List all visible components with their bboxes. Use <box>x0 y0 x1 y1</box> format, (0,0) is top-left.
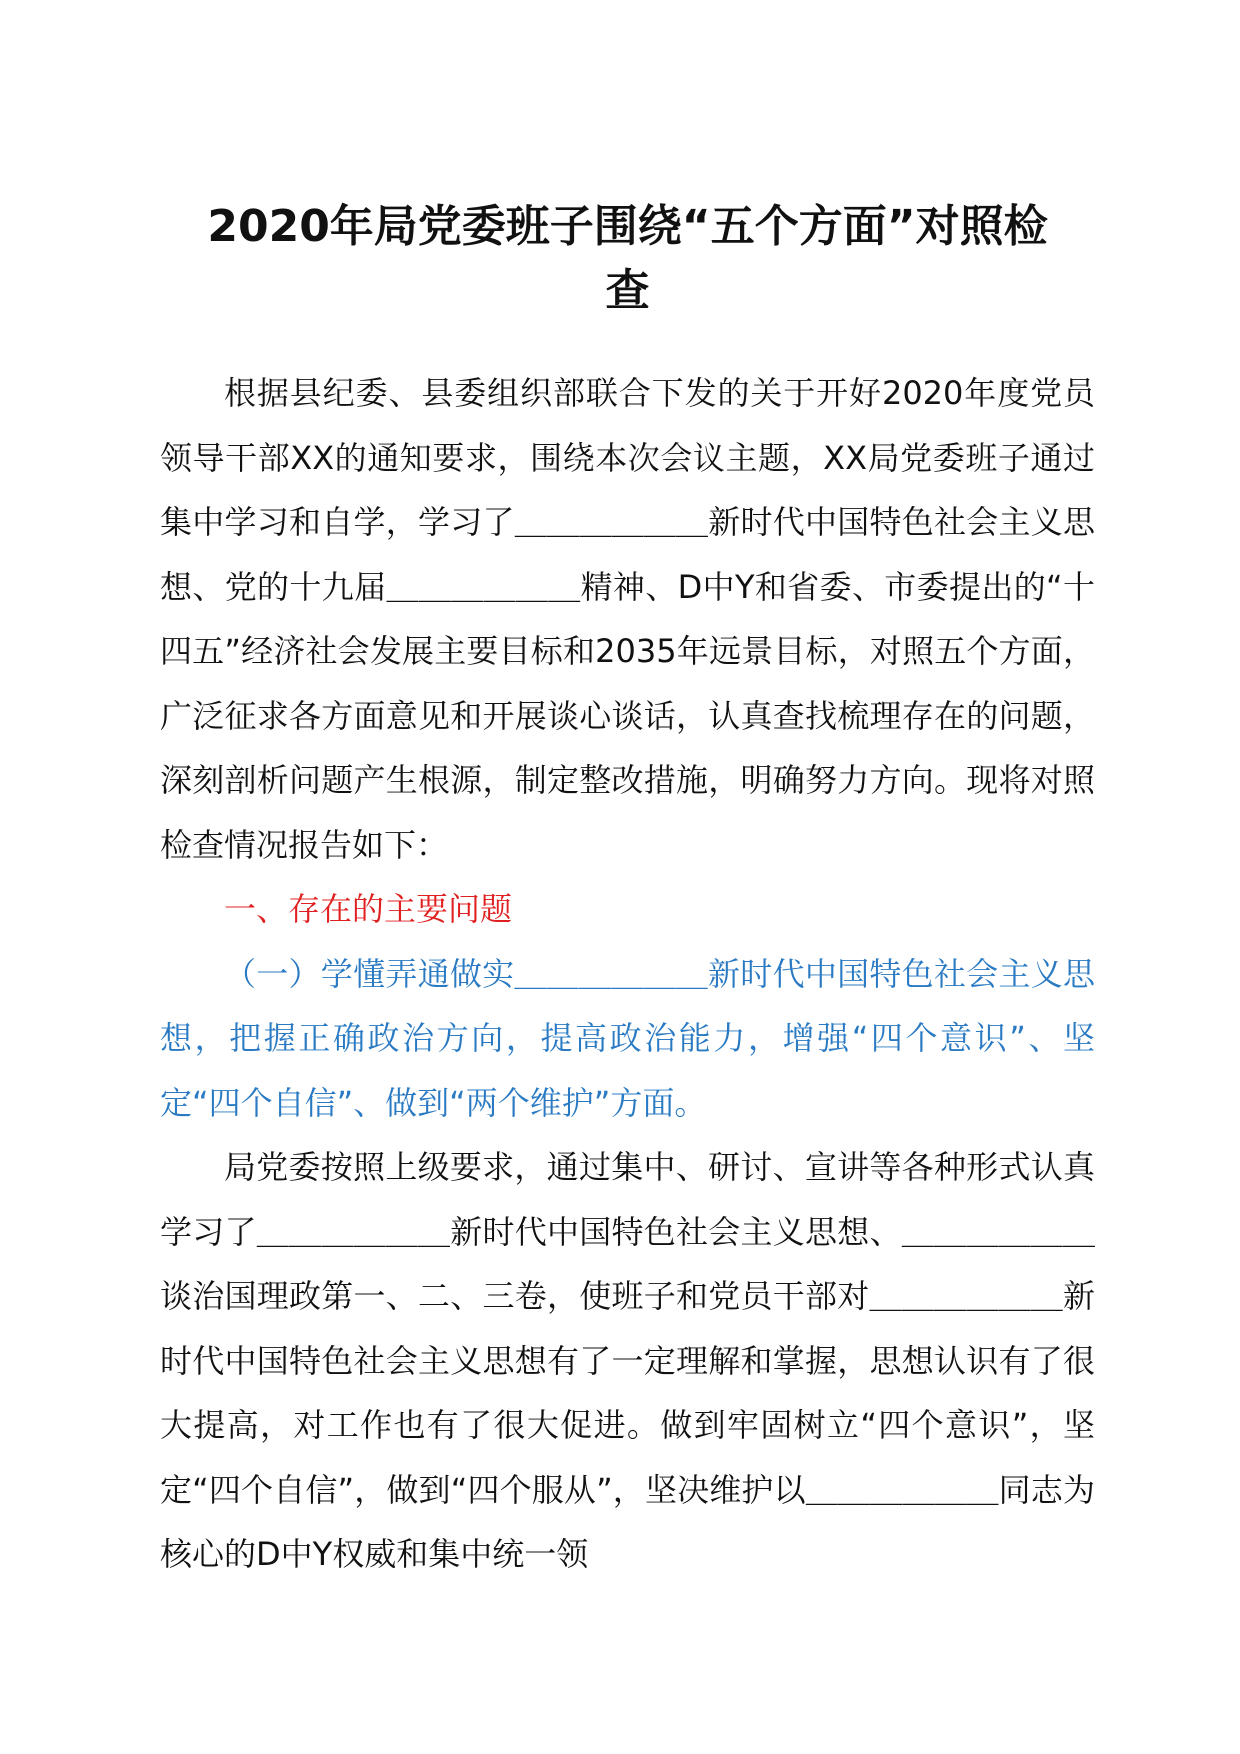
subsection-heading: （一）学懂弄通做实＿＿＿＿＿＿新时代中国特色社会主义思想，把握正确政治方向，提高政治能力，增强“四个意识”、坚定“四个自信”、做到“两个维护”方面。 <box>160 954 1095 1122</box>
body-paragraph: 局党委按照上级要求，通过集中、研讨、宣讲等各种形式认真学习了＿＿＿＿＿＿新时代中国特色社会主义思想、＿＿＿＿＿＿谈治国理政第一、二、三卷，使班子和党员干部对＿＿＿＿＿＿新时代中国特色社会主义思想有了一定理解和掌握，思想认识有了很大提高，对工作也有了很大促进。做到牢固树立“四个意识”，坚定“四个自信”，做到“四个服从”，坚决维护以＿＿＿＿＿＿同志为核心的D中Y权威和集中统一领 <box>160 1148 1095 1573</box>
document-title-line-2: 查 <box>605 265 650 316</box>
document-body <box>160 361 1095 1587</box>
document-title-line-1: 2020年局党委班子围绕“五个方面”对照检 <box>207 201 1048 252</box>
document-page <box>160 195 1095 1587</box>
section-heading: 一、存在的主要问题 <box>224 890 513 928</box>
intro-paragraph: 根据县纪委、县委组织部联合下发的关于开好2020年度党员领导干部XX的通知要求，围绕本次会议主题，XX局党委班子通过集中学习和自学，学习了＿＿＿＿＿＿新时代中国特色社会主义思想、党的十九届＿＿＿＿＿＿精神、D中Y和省委、市委提出的“十四五”经济社会发展主要目标和2035年远景目标，对照五个方面，广泛征求各方面意见和开展谈心谈话，认真查找梳理存在的问题，深刻剖析问题产生根源，制定整改措施，明确努力方向。现将对照检查情况报告如下： <box>160 374 1095 864</box>
document-title <box>160 195 1095 323</box>
